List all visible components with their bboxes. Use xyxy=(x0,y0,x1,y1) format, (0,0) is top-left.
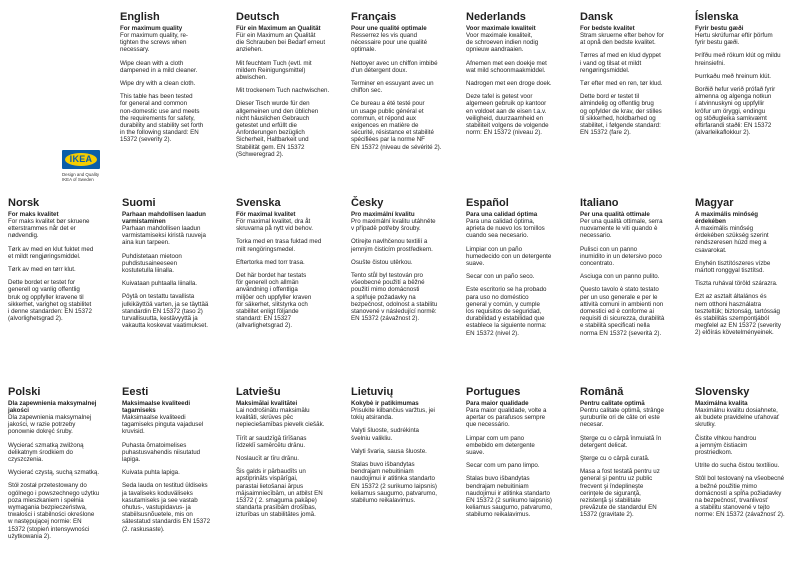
paragraph: Þurrkaðu með hreinum klút. xyxy=(695,72,772,80)
paragraph: Asciuga con un panno pulito. xyxy=(580,273,660,281)
section-islenska xyxy=(695,11,801,142)
ikea-logo-icon xyxy=(62,150,100,169)
section-subtitle: För maximal kvalitet xyxy=(236,211,296,218)
language-heading: Lietuvių xyxy=(351,386,394,398)
section-cesky xyxy=(351,197,457,328)
language-heading: Suomi xyxy=(122,197,156,209)
paragraph: Valyti šluoste, sudrėkinta švelniu valikliu. xyxy=(351,427,419,442)
section-subtitle: Per una qualità ottimale xyxy=(580,211,650,218)
paragraph: Pulisci con un panno inumidito in un detersivo poco concentrato. xyxy=(580,245,662,268)
language-heading: Norsk xyxy=(8,197,40,209)
section-subtitle: Parhaan mahdollisen laadun varmistaminen xyxy=(122,211,206,225)
section-polski xyxy=(8,386,114,546)
language-heading: Română xyxy=(580,386,624,398)
paragraph: Wipe dry with a clean cloth. xyxy=(120,80,196,88)
section-subtitle: Pour une qualité optimale xyxy=(351,25,427,32)
language-heading: Dansk xyxy=(580,11,614,23)
paragraph: Utrite do sucha čistou textíliou. xyxy=(695,462,780,470)
section-subtitle: Maximálna kvalita xyxy=(695,400,748,407)
paragraph: Tīrīt ar saudzīgā tīrīšanas līdzeklī samērcētu drānu. xyxy=(236,434,307,449)
section-norsk xyxy=(8,197,114,328)
paragraph: Tørk av med en tørr klut. xyxy=(8,266,76,274)
section-subtitle: Dla zapewnienia maksymalnej jakości xyxy=(8,400,97,414)
paragraph: Kuivataan puhtaalla liinalla. xyxy=(122,280,197,288)
paragraph: Stram skruerne efter behov for at opnå den bedste kvalitet. xyxy=(580,32,664,47)
paragraph: Dieser Tisch wurde für den allgemeinen und den üblichen nicht häuslichen Gebrauch getestet und erfüllt die Anforderungen bezüglich Sicherheit, Haltbarkeit und Stabilität gem. EN 15372 (Schweregrad 2). xyxy=(236,100,319,158)
section-subtitle: For maximum quality xyxy=(120,25,183,32)
paragraph: Puhasta õrnatoimelises puhastusvahendis niisutatud lapiga. xyxy=(122,441,201,464)
section-dansk xyxy=(580,11,686,142)
paragraph: Puhdistetaan mietoon puhdistusaineeseen kostutetulla liinalla. xyxy=(122,252,182,275)
paragraph: Nettoyer avec un chiffon imbibé d'un détergent doux. xyxy=(351,59,438,74)
paragraph: Este escritorio se ha probado para uso no doméstico general y común, y cumple los requisitos de seguridad, durabilidad y estabilidad que establece la siguiente norma: EN 15372 (nivel 2). xyxy=(466,286,547,337)
paragraph: Þrífðu með rökum klút og mildu hreinsiefni. xyxy=(695,52,781,67)
paragraph: Tørres af med en klud dyppet i vand og tilsat et mildt rengøringsmiddel. xyxy=(580,52,661,74)
paragraph: This table has been tested for general and common non-domestic use and meets the requirements for safety, durability and stability set forth in the following standard: EN 15372 (severity 2). xyxy=(120,93,204,144)
paragraph: Mit trockenem Tuch nachwischen. xyxy=(236,87,330,95)
section-subtitle: For maks kvalitet xyxy=(8,211,59,218)
paragraph: Resserrez les vis quand nécessaire pour une qualité optimale. xyxy=(351,32,428,54)
paragraph: Limpiar con un paño humedecido con un detergente suave. xyxy=(466,245,552,268)
language-heading: Italiano xyxy=(580,197,619,209)
language-heading: Español xyxy=(466,197,509,209)
section-deutsch xyxy=(236,11,342,164)
paragraph: Wycierać szmatką zwilżoną delikatnym środkiem do czyszczenia. xyxy=(8,441,84,464)
section-subtitle: Voor maximale kwaliteit xyxy=(466,25,536,32)
paragraph: Dette bordet er testet for generell og vanlig offentlig bruk og oppfyller kravene til sikkerhet, varighet og stabilitet i denne standarden: EN 15372 (alvorlighetsgrad 2). xyxy=(8,279,92,323)
paragraph: Nadrogen met een droge doek. xyxy=(466,80,552,88)
paragraph: Mit feuchtem Tuch (evtl. mit mildem Reinigungsmittel) abwischen. xyxy=(236,59,312,82)
paragraph: Şterge cu o cârpă înmuiată în detergent delicat. xyxy=(580,434,662,449)
section-latviesu xyxy=(236,386,342,525)
section-subtitle: Maksimālai kvalitātei xyxy=(236,400,298,407)
paragraph: Questo tavolo è stato testato per un uso generale e per le attività comuni in ambienti non domestici ed è conforme ai requisiti di sicurezza, durabilità e stabilità specificati nella norma EN 15372 (severità 2). xyxy=(580,286,665,337)
language-heading: Íslenska xyxy=(695,11,739,23)
language-heading: Français xyxy=(351,11,397,23)
paragraph: Prisukite kilbančius varžtus, jei tokių atsiranda. xyxy=(351,407,435,422)
paragraph: Enyhén tisztítószeres vízbe mártott ronggyal tisztítsd. xyxy=(695,259,771,275)
paragraph: Masa a fost testată pentru uz general şi pentru uz public frecvent şi îndeplineşte cerinţele de siguranţă, rezistenţă şi stabilitate prevăzute de standardul EN 15372 (gravitate 2). xyxy=(580,468,660,519)
paragraph: Afnemen met een doekje met wat mild schoonmaakmiddel. xyxy=(466,59,547,74)
paragraph: Şterge cu o cârpă curată. xyxy=(580,455,650,463)
logo-text: IKEA xyxy=(69,154,93,164)
paragraph: Maksimaalse kvaliteedi tagamiseks pingutа vajadusel kruvisid. xyxy=(122,414,204,436)
section-slovensky xyxy=(695,386,801,525)
section-portugues xyxy=(466,386,572,525)
paragraph: Deze tafel is getest voor algemeen gebruik op kantoor en voldoet aan de eisen t.a.v. veiligheid, duurzaamheid en stabiliteit volgens de volgende norm: EN 15372 (niveau 2). xyxy=(466,93,549,137)
paragraph: Terminer en essuyant avec un chiffon sec. xyxy=(351,80,434,95)
paragraph: For maximum quality, re- tighten the screws when necessary. xyxy=(120,32,188,54)
language-heading: Latviešu xyxy=(236,386,281,398)
language-heading: Deutsch xyxy=(236,11,280,23)
paragraph: Voor maximale kwaliteit, de schroeven indien nodig opnieuw aandraaien. xyxy=(466,32,539,54)
section-magyar xyxy=(695,197,801,343)
section-subtitle: Para maior qualidade xyxy=(466,400,529,407)
paragraph: Stôl bol testovaný na všeobecné a bežné použitie mimo domácností a spĺňa požiadavky na bezpečnosť, trvanlivosť a stabilitu stanovené v tejto norme: EN 15372 (závažnosť 2). xyxy=(695,475,785,519)
paragraph: Pro maximální kvalitu utáhněte v případě potřeby šrouby. xyxy=(351,218,436,233)
section-espanol xyxy=(466,197,572,343)
paragraph: Dette bord er testet til almindelig og offentlig brug og opfylder de krav, der stilles til sikkerhed, holdbarhed og stabilitet, i følgende standard: EN 15372 (fare 2). xyxy=(580,93,662,137)
section-romana xyxy=(580,386,686,525)
paragraph: Wycierać czystą, suchą szmatką. xyxy=(8,469,100,477)
section-subtitle: A maximális minőség érdekében xyxy=(695,211,759,225)
paragraph: Stalas buvo išbandytas bendrajam nebuitiniam naudojimui ir atitinka standarto EN 15372 (2 surikumo laipsnis) keliamus saugumo, patvarumo, stabilumo reikalavimus. xyxy=(351,461,437,505)
paragraph: Otírejte navlhčenou textilií a jemným čisticím prostředkem. xyxy=(351,238,433,253)
paragraph: For maks kvalitet bør skruene etterstrammes når det er nødvendig. xyxy=(8,218,90,240)
logo-caption: Design and Quality IKEA of Sweden xyxy=(62,172,100,182)
section-subtitle: For bedste kvalitet xyxy=(580,25,635,32)
section-suomi xyxy=(122,197,228,335)
section-english xyxy=(120,11,226,150)
language-heading: Polski xyxy=(8,386,41,398)
paragraph: Secar con un paño seco. xyxy=(466,273,535,281)
section-nederlands xyxy=(466,11,572,142)
section-lietuviu xyxy=(351,386,457,510)
section-subtitle: Maksimaalse kvaliteedi tagamiseks xyxy=(122,400,191,414)
section-francais xyxy=(351,11,457,157)
paragraph: Stalas buvo išbandytas bendrajam nebuitiniam naudojimui ir atitinka standarto EN 15372 (2 surikumo laipsnis) keliamus saugumo, patvarumo, stabilumo reikalavimus. xyxy=(466,475,552,519)
paragraph: Lai nodrošinātu maksimālu kvalitāti, skrūves pēc nepieciešamības pievelk ciešāk. xyxy=(236,407,325,429)
paragraph: Šis galds ir pārbaudīts un apstiprināts vispārīgai, parastai lietošanai ārpus mājsaimniecībām, un atbilst EN 15372 ( 2. smaguma pakāpe) standarta prasībām drošības, izturības un stabilitātes jomā. xyxy=(236,468,323,519)
language-heading: Česky xyxy=(351,197,384,209)
section-subtitle: Fyrir bestu gæði xyxy=(695,25,744,32)
paragraph: Torka med en trasa fuktad med milt rengöringsmedel. xyxy=(236,238,322,253)
section-italiano xyxy=(580,197,686,343)
paragraph: Hertu skrúfurnar eftir þörfum fyrir bestu gæði. xyxy=(695,32,773,47)
paragraph: Maximálnu kvalitu dosiahnete, ak budete pravidelne uťahovať skrutky. xyxy=(695,407,780,429)
paragraph: Det här bordet har testats för generell och allmän användning i offentliga miljöer och uppfyller kraven för säkerhet, slitstyrka och stabilitet enligt följande standard: EN 15327 (allvarlighetsgrad 2). xyxy=(236,272,312,330)
paragraph: För maximal kvalitet, dra åt skruvarna på nytt vid behov. xyxy=(236,218,313,233)
paragraph: Seda lauda on testitud üldiseks ja tavaliseks koduväliseks kasutamiseks ja see vastab ohutus-, vastupidavus- ja stabiilsusnõuetele, mis on sätestatud standardis EN 15372 (2. raskusaste). xyxy=(122,482,211,533)
paragraph: Secar com um pano limpo. xyxy=(466,462,540,470)
paragraph: Noslaucīt ar tīru drānu. xyxy=(236,455,299,463)
language-heading: Nederlands xyxy=(466,11,526,23)
paragraph: Dla zapewnienia maksymalnej jakości, w razie potrzeby ponownie dokręć śruby. xyxy=(8,414,92,436)
section-eesti xyxy=(122,386,228,539)
paragraph: Borðið hefur verið prófað fyrir almenna og algenga notkun í atvinnuskyni og uppfyllir kröfur um öryggi, endingu og stöðugleika samkvæmt eftirfarandi staðli: EN 15372 (alvarleikaflokkur 2). xyxy=(695,86,776,137)
section-subtitle: Für ein Maximum an Qualität xyxy=(236,25,321,32)
section-subtitle: Pro maximální kvalitu xyxy=(351,211,415,218)
language-heading: Slovensky xyxy=(695,386,750,398)
paragraph: Limpar com um pano embebido em detergente suave. xyxy=(466,434,535,457)
section-subtitle: Kokybė ir patikimumas xyxy=(351,400,419,407)
paragraph: Eftertorka med torr trasa. xyxy=(236,258,305,266)
language-heading: Eesti xyxy=(122,386,149,398)
paragraph: Tento stůl byl testován pro všeobecné použití a běžné použití mimo domácnosti a splňuje požadavky na bezpečnost, odolnost a stabilitu stanovené v následující normě: EN 15372 (závažnost 2). xyxy=(351,272,438,323)
section-svenska xyxy=(236,197,342,336)
paragraph: Parhaan mahdollisen laadun varmistamiseksi kiristä ruuveja aina kun tarpeen. xyxy=(122,225,206,247)
paragraph: Ce bureau a été testé pour un usage public général et commun, et répond aux exigences en matière de sécurité, résistance et stabilité spécifiées par la norme NF EN 15372 (niveau de sévérité 2). xyxy=(351,100,442,151)
paragraph: Pöytä on testattu tavallista julkikäyttöä varten, ja se täyttää standardin EN 15372 (taso 2) turvallisuutta, kestävyyttä ja vakautta koskevat vaatimukset. xyxy=(122,293,209,330)
section-subtitle: Pentru calitate optimă xyxy=(580,400,645,407)
paragraph: Pentru calitate optimă, strânge şuruburile ori de câte ori este necesar. xyxy=(580,407,664,429)
ikea-logo xyxy=(62,150,102,182)
paragraph: Kuivata puhta lapiga. xyxy=(122,469,180,477)
paragraph: Per una qualità ottimale, serra nuovamente le viti quando è necessario. xyxy=(580,218,663,240)
paragraph: Wipe clean with a cloth dampened in a mild cleaner. xyxy=(120,59,198,74)
language-heading: Magyar xyxy=(695,197,734,209)
language-heading: Portugues xyxy=(466,386,521,398)
section-subtitle: Para una calidad óptima xyxy=(466,211,538,218)
paragraph: Čistite vlhkou handrou a jemným čistiacim prostriedkom. xyxy=(695,434,757,457)
paragraph: A maximális minőség érdekében szükség szerint rendszeresen húzd meg a csavarokat. xyxy=(695,225,769,254)
paragraph: Para una calidad óptima, aprieta de nuevo los tornillos cuando sea necesario. xyxy=(466,218,545,240)
language-heading: Svenska xyxy=(236,197,281,209)
paragraph: Tiszta ruhával töröld szárazra. xyxy=(695,280,778,288)
paragraph: Osušte čistou utěrkou. xyxy=(351,258,413,266)
paragraph: Para maior qualidade, volte a apertar os parafusos sempre que necessário. xyxy=(466,407,547,429)
language-heading: English xyxy=(120,11,160,23)
paragraph: Tør efter med en ren, tør klud. xyxy=(580,80,663,88)
paragraph: Ezt az asztalt általános és nem otthoni használatra teszteltük; biztonság, tartósság és stabilitás szempontjából megfelel az EN 15372 (severity 2) előírás követelményeinek. xyxy=(695,293,781,337)
paragraph: Valyti švaria, sausa šluoste. xyxy=(351,447,427,455)
paragraph: Tørk av med en klut fuktet med et mildt rengjøringsmiddel. xyxy=(8,245,94,260)
paragraph: Stół został przetestowany do ogólnego i powszechnego użytku poza mieszkaniem i spełnia wymagania bezpieczeństwa, trwałości i stabilności określone w następującej normie: EN 15372 (stopień intensywności użytkowania 2). xyxy=(8,482,100,540)
paragraph: Für ein Maximum an Qualität die Schrauben bei Bedarf erneut anziehen. xyxy=(236,32,326,54)
